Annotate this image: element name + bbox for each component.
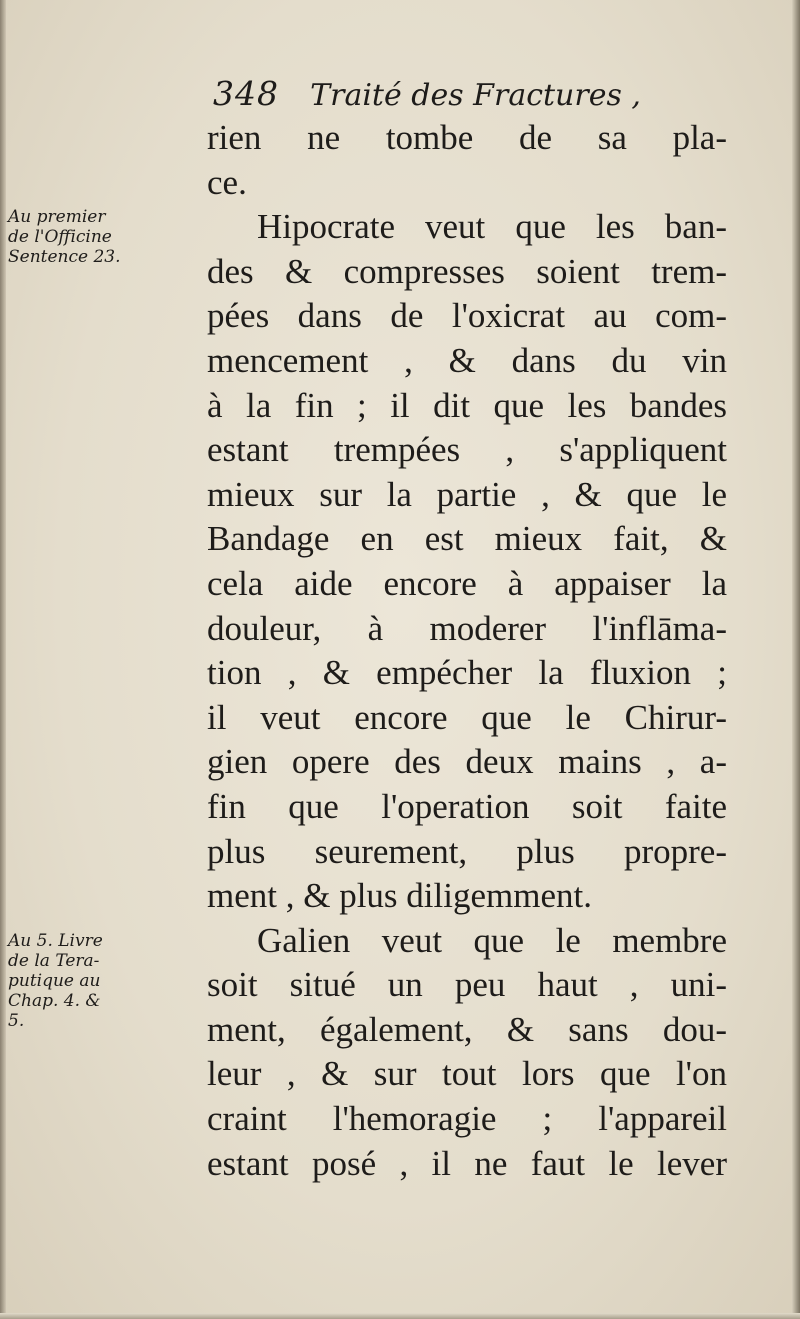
text-line: gien opere des deux mains , a- [207,742,727,782]
text-line: Galien veut que le membre [257,920,727,960]
text-line: fin que l'operation soit faite [207,786,727,826]
margin-note-1 [8,207,198,267]
text-line: cela aide encore à appaiser la [207,563,727,603]
text-line: mieux sur la partie , & que le [207,474,727,514]
text-line: craint l'hemoragie ; l'appareil [207,1099,727,1139]
text-line: pées dans de l'oxicrat au com- [207,296,727,336]
page-header [213,74,641,113]
text-line: soit situé un peu haut , uni- [207,965,727,1005]
text-line: à la fin ; il dit que les bandes [207,385,727,425]
margin-note-line: de la Tera- [8,951,100,971]
text-line: plus seurement, plus propre- [207,831,727,871]
margin-note-line: 5. [8,1011,25,1031]
body-text [207,116,727,1186]
text-line: leur , & sur tout lors que l'on [207,1054,727,1094]
text-line: ce. [207,162,247,202]
text-line: Bandage en est mieux fait, & [207,519,727,559]
text-line: estant posé , il ne faut le lever [207,1143,727,1183]
margin-note-line: Chap. 4. & [8,991,101,1011]
margin-note-line: Au 5. Livre [8,931,103,951]
text-line: rien ne tombe de sa pla- [207,118,727,157]
text-line: Hipocrate veut que les ban- [257,207,727,247]
margin-note-2 [8,931,198,1031]
text-line: ment, également, & sans dou- [207,1009,727,1049]
text-line: estant trempées , s'appliquent [207,430,727,470]
margin-note-line: Au premier [8,207,106,227]
text-line: des & compresses soient trem- [207,251,727,291]
page-right-edge [792,0,800,1319]
margin-note-line: Sentence 23. [8,247,121,267]
page-left-edge [0,0,6,1319]
text-line: douleur, à moderer l'inflāma- [207,608,727,648]
running-title: Traité des Fractures , [310,78,641,113]
page-bottom-edge [0,1313,800,1319]
text-line: ment , & plus diligemment. [207,876,592,916]
margin-note-line: de l'Officine [8,227,112,247]
margin-note-line: putique au [8,971,101,991]
text-line: tion , & empécher la fluxion ; [207,653,727,693]
text-line: mencement , & dans du vin [207,340,727,380]
page-number: 348 [213,74,279,113]
text-line: il veut encore que le Chirur- [207,697,727,737]
